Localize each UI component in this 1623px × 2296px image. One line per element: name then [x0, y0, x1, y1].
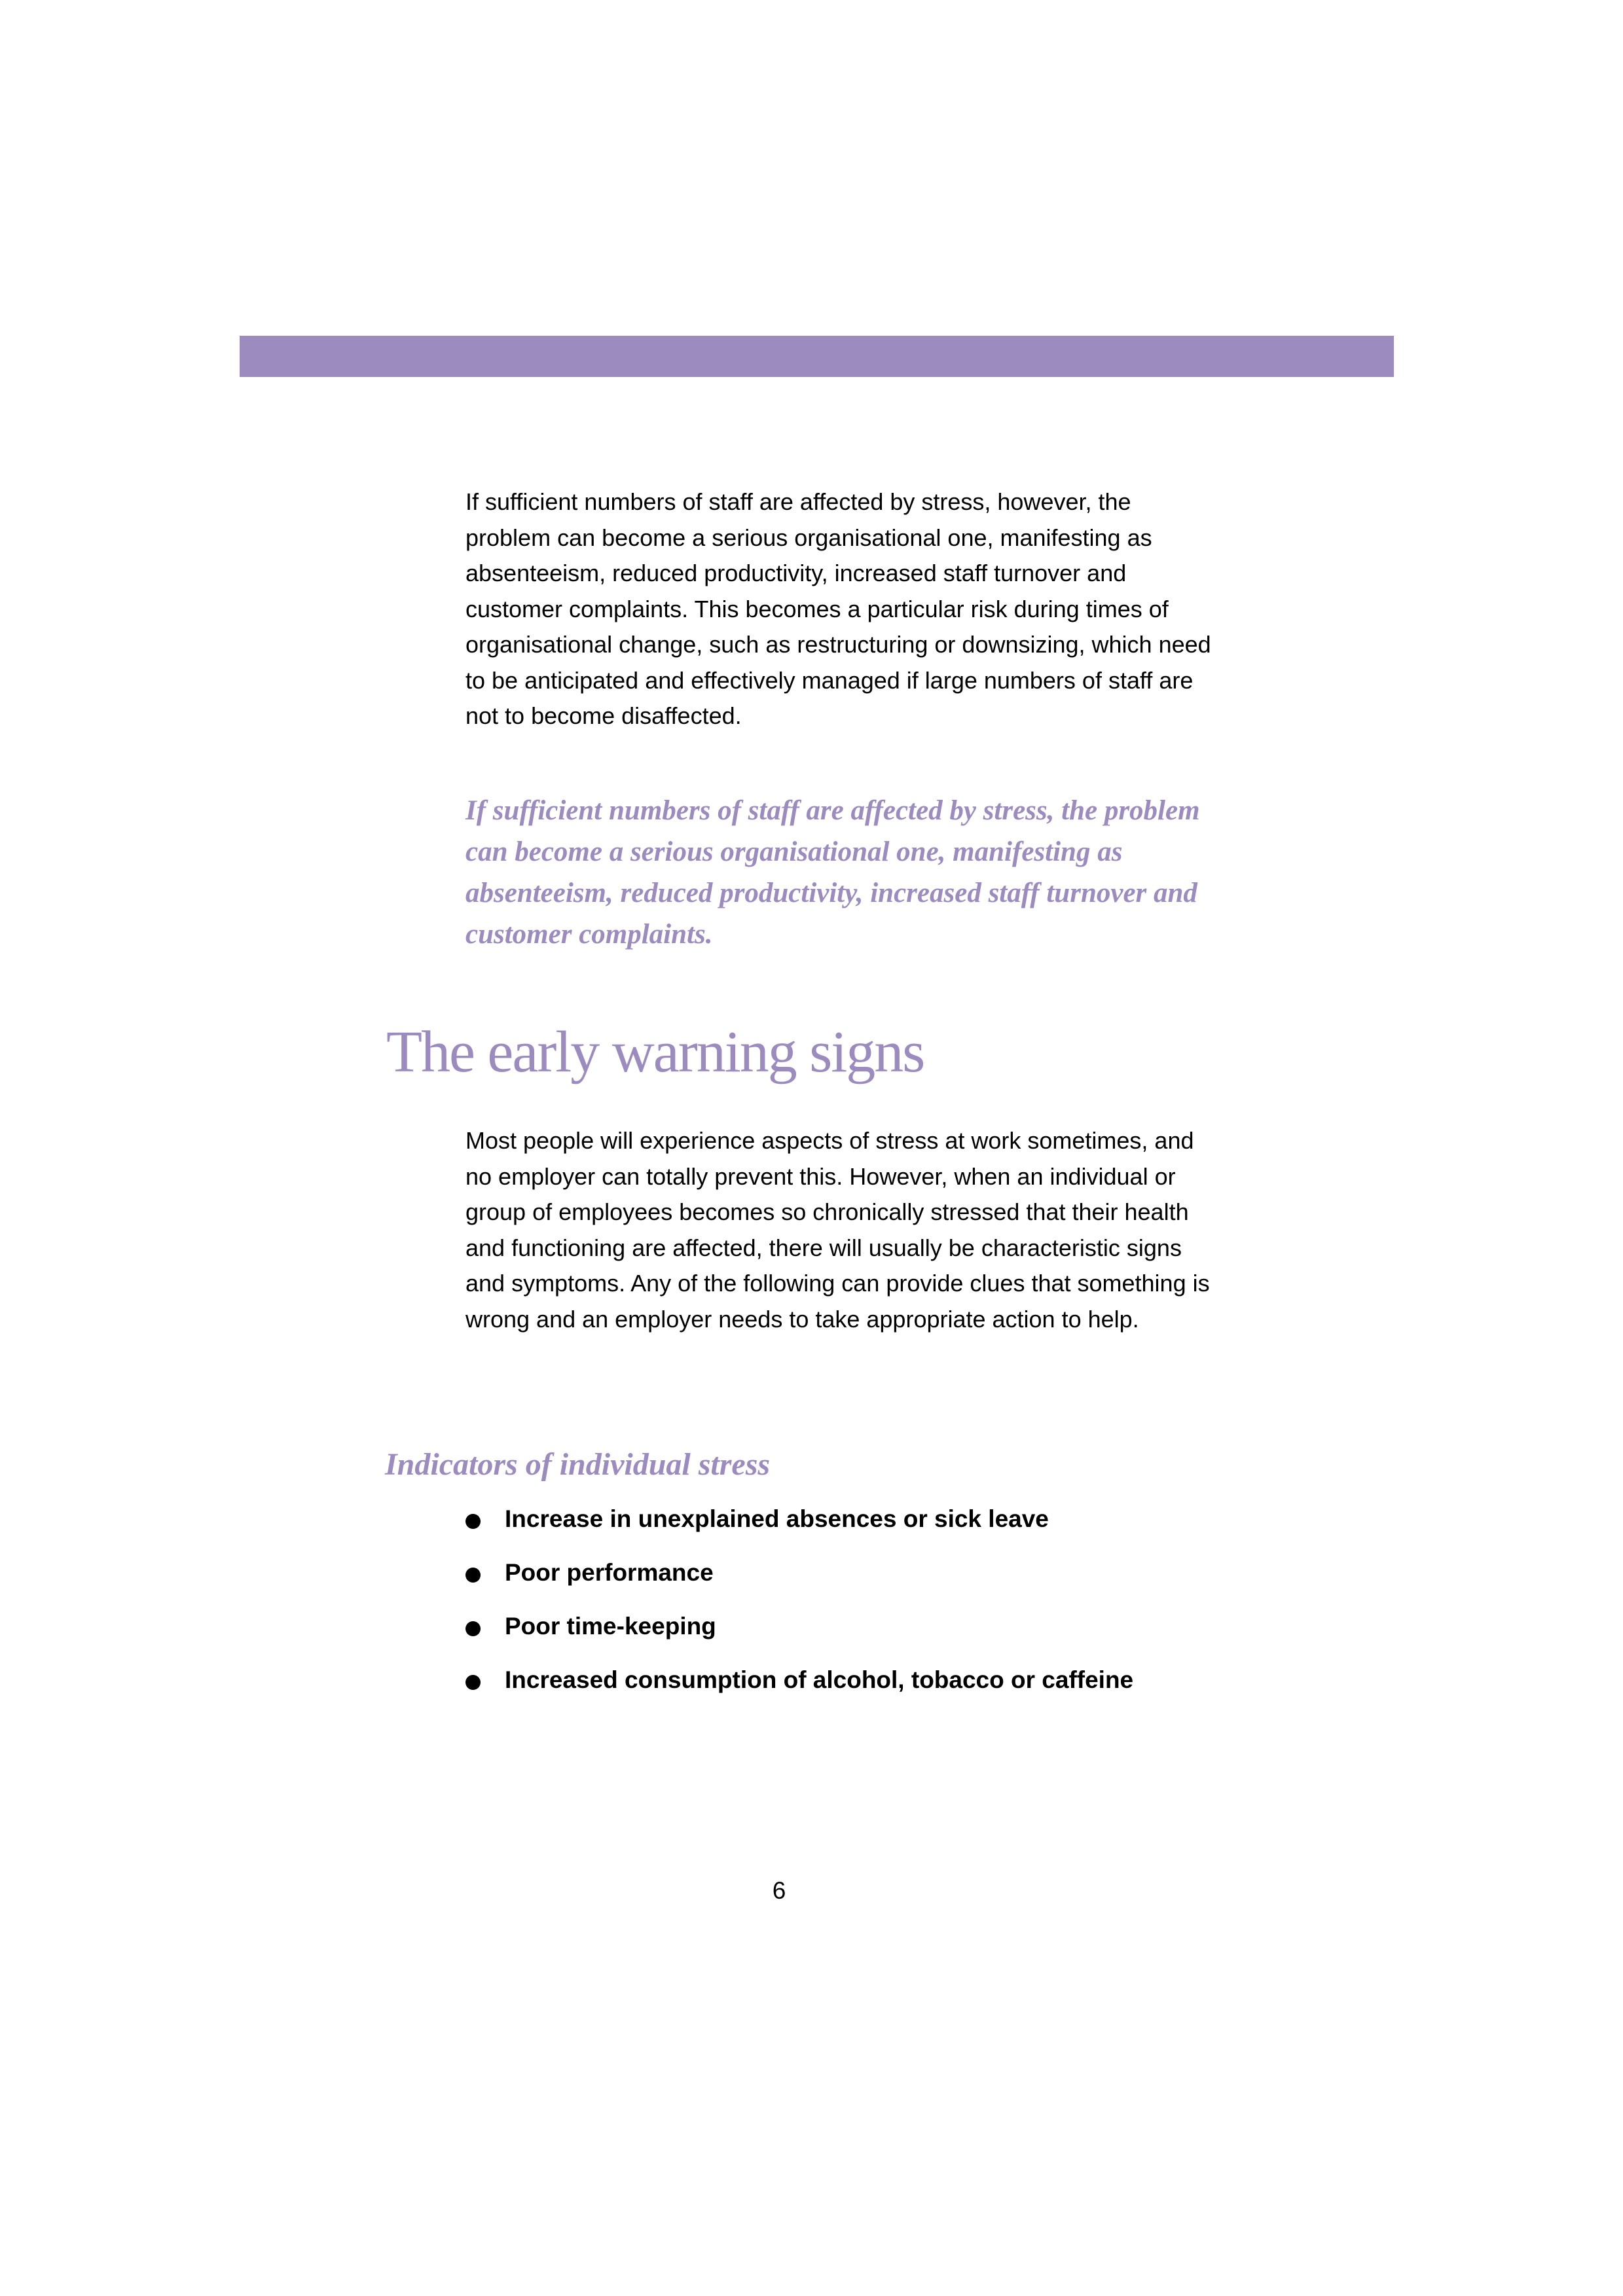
indicator-list — [465, 1503, 1317, 1717]
list-item-text: Increase in unexplained absences or sick leave — [505, 1505, 1049, 1532]
bullet-icon — [465, 1514, 481, 1529]
warning-signs-paragraph: Most people will experience aspects of stress at work sometimes, and no employer can totally prevent this. However, when an individual or group of employees becomes so chronically stressed that their health and functioning are affected, there will usually be characteristic signs and symptoms. Any of the following can provide clues that something is wrong and an employer needs to take appropriate action to help. — [465, 1127, 1210, 1333]
list-item-text: Poor performance — [505, 1559, 714, 1586]
pull-quote: If sufficient numbers of staff are affected by stress, the problem can become a serious organisational one, manifesting as absenteeism, reduced productivity, increased staff turnover and customer complaints. — [465, 795, 1200, 950]
page-number: 6 — [772, 1877, 786, 1904]
header-color-bar — [240, 336, 1394, 377]
list-item — [465, 1556, 1317, 1610]
sub-heading: Indicators of individual stress — [385, 1447, 771, 1482]
intro-paragraph: If sufficient numbers of staff are affected by stress, however, the problem can become a serious organisational one, manifesting as absenteeism, reduced productivity, increased staff turnover and customer complaints. This becomes a particular risk during times of organisational change, such as restructuring or downsizing, which need to be anticipated and effectively managed if large numbers of staff are not to become disaffected. — [465, 488, 1211, 729]
list-item — [465, 1610, 1317, 1664]
section-heading: The early warning signs — [386, 1020, 924, 1085]
bullet-icon — [465, 1621, 481, 1636]
list-item — [465, 1503, 1317, 1556]
list-item-text: Increased consumption of alcohol, tobacco or caffeine — [505, 1666, 1134, 1693]
bullet-icon — [465, 1568, 481, 1583]
bullet-icon — [465, 1675, 481, 1690]
list-item — [465, 1664, 1317, 1717]
list-item-text: Poor time-keeping — [505, 1613, 716, 1640]
